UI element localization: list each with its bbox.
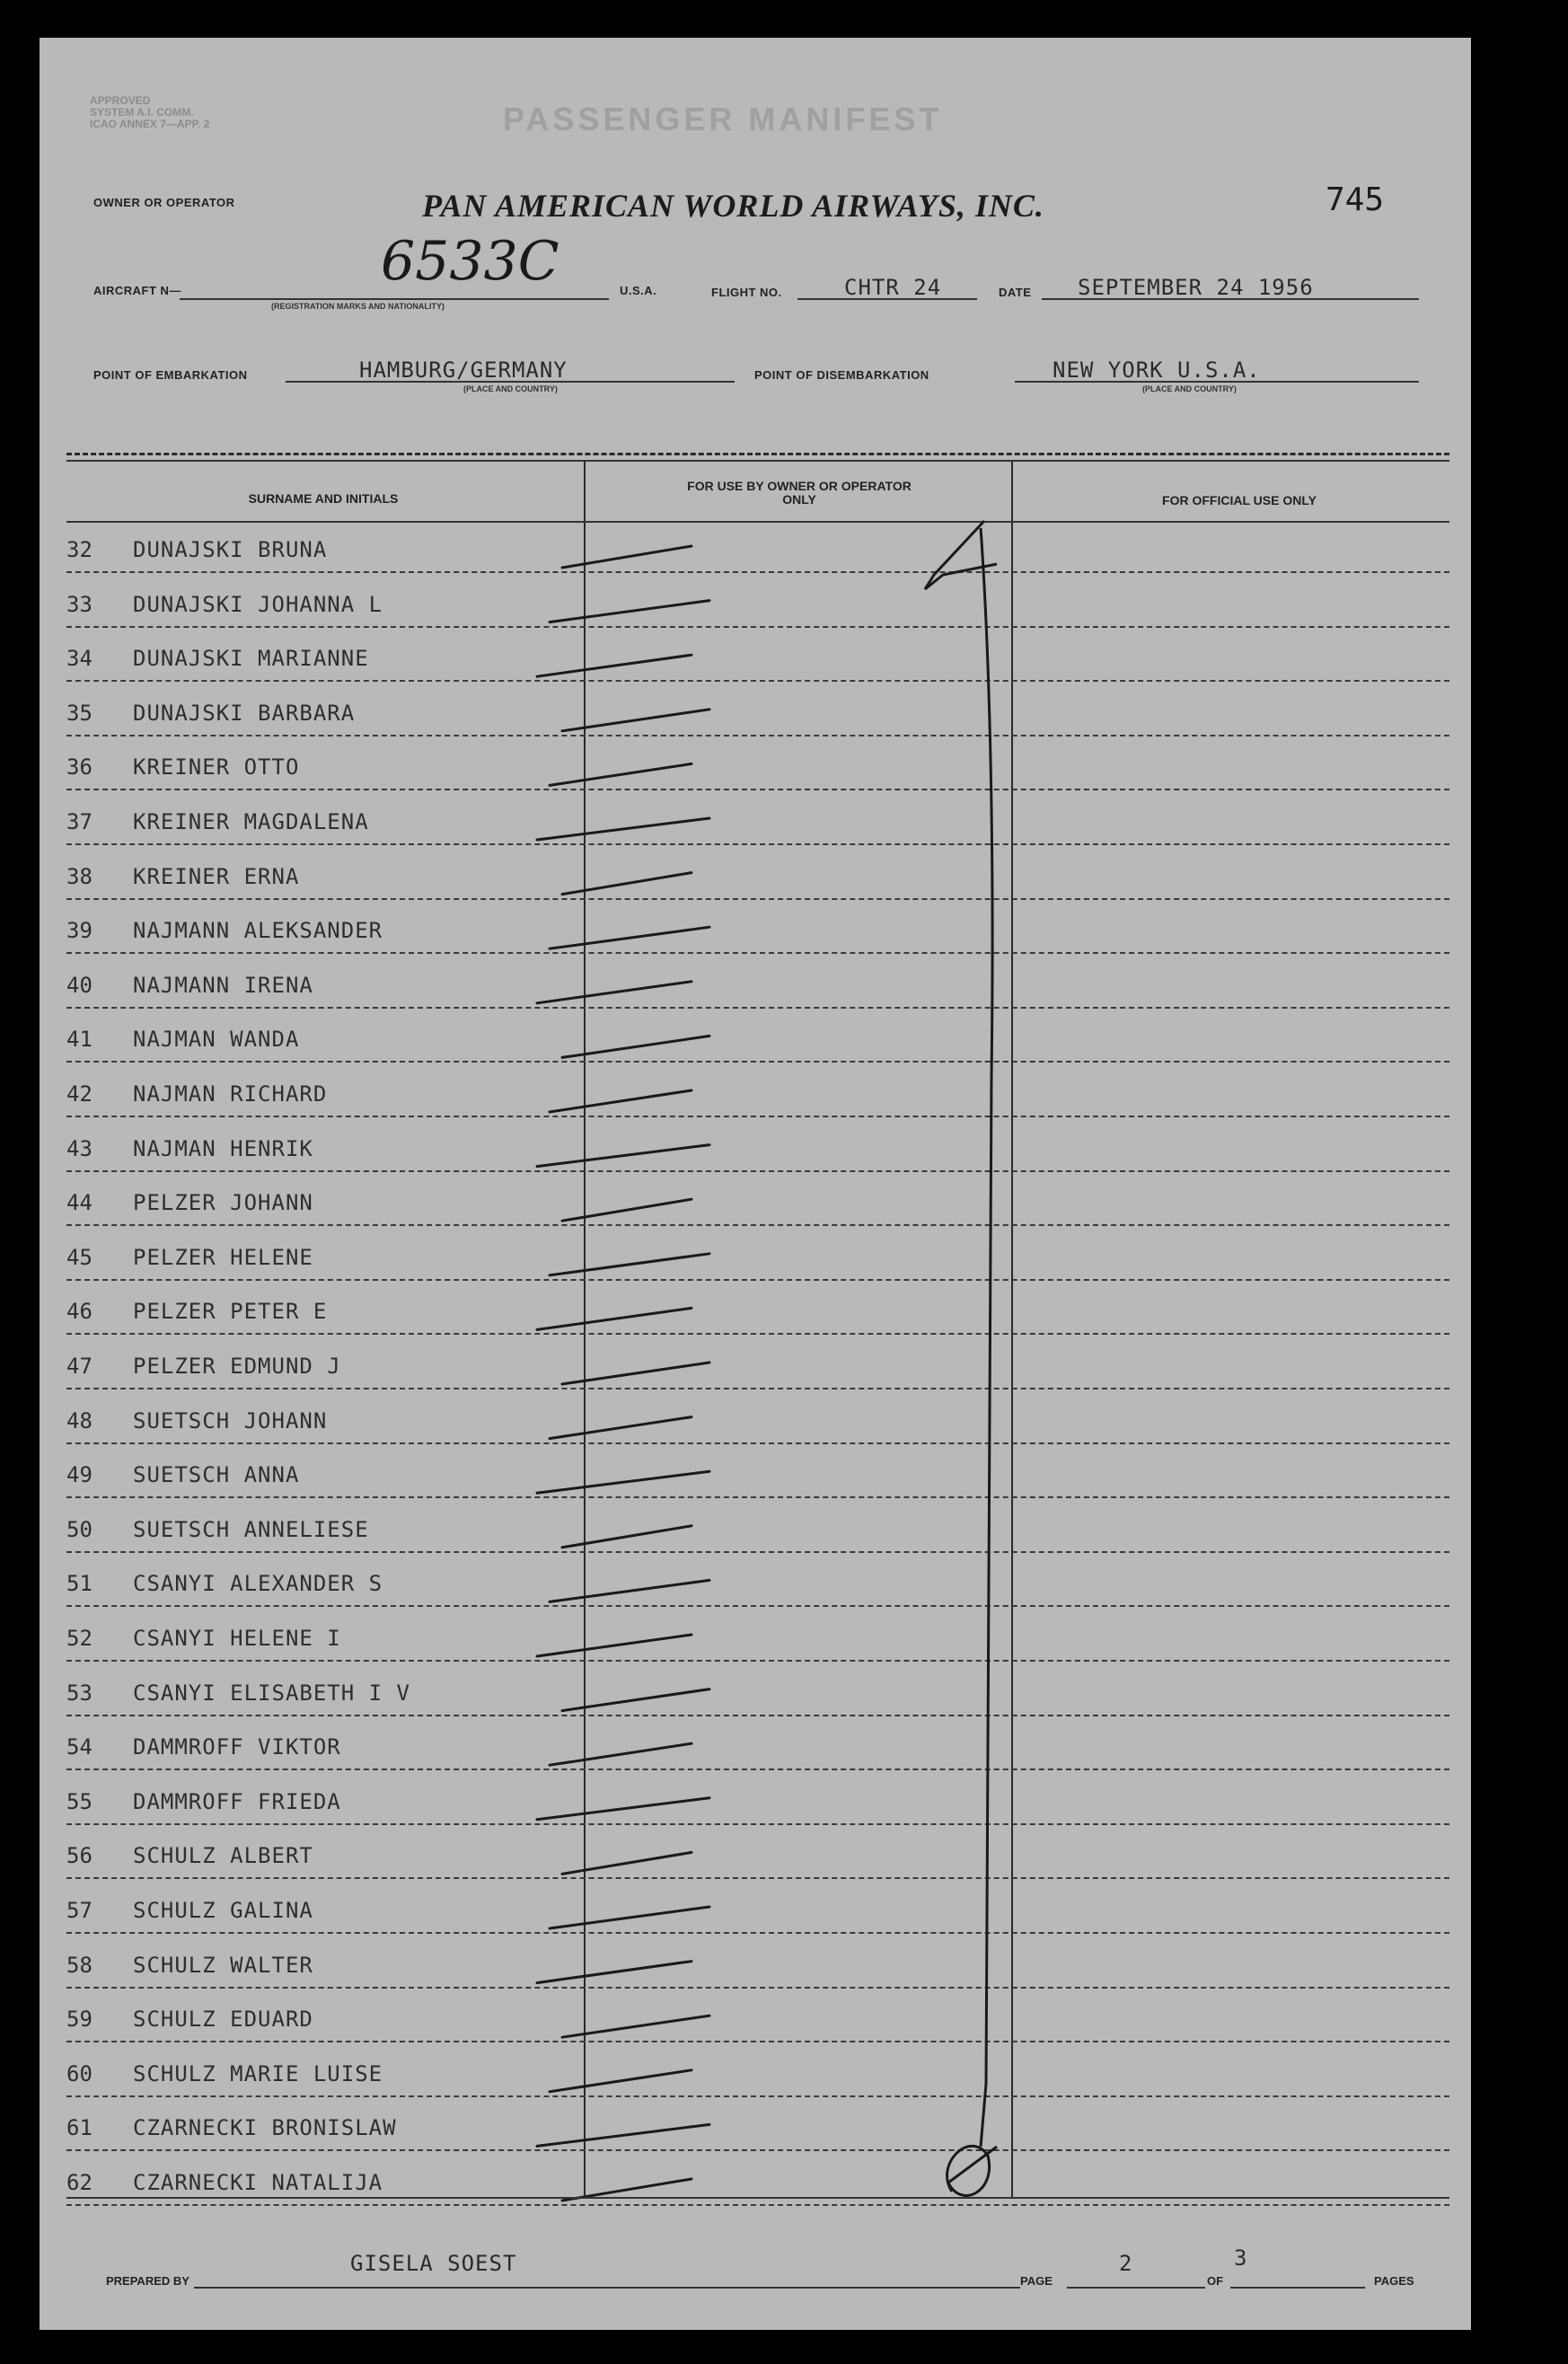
passenger-number: 49 [66,1462,92,1488]
tick-mark [537,1471,709,1493]
passenger-name: NAJMAN RICHARD [133,1081,328,1107]
passenger-name: CSANYI ALEXANDER S [133,1571,383,1597]
tick-mark [537,1798,709,1820]
embarkation-value: HAMBURG/GERMANY [359,357,568,383]
aircraft-value: 6533C [381,230,559,293]
page-label: PAGE [1020,2274,1053,2288]
tick-mark [562,1526,692,1548]
passenger-name: SCHULZ GALINA [133,1898,313,1923]
flight-label: FLIGHT NO. [711,286,782,299]
passenger-number: 60 [66,2060,92,2086]
passenger-name: NAJMAN WANDA [133,1027,300,1053]
passenger-number: 56 [66,1843,92,1869]
column-header-official-use: FOR OFFICIAL USE ONLY [1162,493,1317,507]
approval-line: ICAO ANNEX 7—APP. 2 [90,118,210,130]
approval-line: SYSTEM A.I. COMM. [90,106,194,119]
tick-mark [550,1417,692,1439]
tick-mark [562,710,709,731]
passenger-name: NAJMANN IRENA [133,972,313,998]
date-value: SEPTEMBER 24 1956 [1078,275,1314,300]
document-number: 745 [1326,181,1385,218]
tick-mark [550,2070,692,2092]
registration-caption: (REGISTRATION MARKS AND NATIONALITY) [271,302,445,311]
of-value: 3 [1234,2245,1248,2271]
passenger-number: 57 [66,1898,92,1923]
passenger-number: 58 [66,1952,92,1978]
passenger-name: DUNAJSKI JOHANNA L [133,591,383,617]
passenger-number: 43 [66,1135,92,1161]
passenger-number: 59 [66,2007,92,2033]
passenger-name: SUETSCH JOHANN [133,1407,328,1433]
passenger-number: 36 [66,754,92,781]
tick-mark [562,1199,692,1221]
passenger-name: DAMMROFF FRIEDA [133,1788,341,1814]
tick-mark [550,1090,692,1112]
passenger-number: 46 [66,1299,92,1325]
passenger-name: SCHULZ WALTER [133,1952,313,1978]
passenger-number: 54 [66,1734,92,1760]
tick-mark [562,1036,709,1057]
passenger-name: PELZER PETER E [133,1299,328,1325]
passenger-name: CZARNECKI NATALIJA [133,2170,383,2195]
passenger-number: 34 [66,646,92,672]
passenger-name: PELZER EDMUND J [133,1354,341,1379]
passenger-name: NAJMANN ALEKSANDER [133,918,383,944]
tick-mark [562,873,692,895]
vertical-check-line [981,528,992,2147]
tick-mark [562,1689,709,1711]
passenger-name: CSANYI HELENE I [133,1626,341,1651]
passenger-name: CSANYI ELISABETH I V [133,1680,410,1706]
tick-mark [550,1907,709,1928]
of-underline [1230,2287,1365,2289]
top-initial-mark [925,521,997,589]
tick-mark [537,1308,692,1329]
passenger-name: SCHULZ MARIE LUISE [133,2060,383,2086]
passenger-number: 50 [66,1516,92,1542]
passenger-name: DUNAJSKI MARIANNE [133,646,369,672]
passenger-name: SUETSCH ANNELIESE [133,1516,369,1542]
passenger-number: 45 [66,1244,92,1270]
tick-mark [562,546,692,568]
passenger-number: 37 [66,809,92,834]
tick-mark [537,1962,692,1983]
tick-mark [537,818,709,840]
passenger-name: PELZER HELENE [133,1244,313,1270]
tick-mark [562,2016,709,2037]
of-label: OF [1207,2274,1224,2288]
passenger-name: CZARNECKI BRONISLAW [133,2115,397,2141]
passenger-name: PELZER JOHANN [133,1190,313,1216]
passenger-number: 35 [66,700,92,726]
approval-line: APPROVED [90,94,151,107]
form-title: PASSENGER MANIFEST [503,101,943,137]
pages-label: PAGES [1374,2274,1414,2288]
owner-value: PAN AMERICAN WORLD AIRWAYS, INC. [422,188,1044,224]
column-header-owner-use: FOR USE BY OWNER OR OPERATOR ONLY [687,479,912,507]
usa-label: U.S.A. [620,284,657,297]
tick-mark [537,982,692,1003]
column-header-surname: SURNAME AND INITIALS [248,491,399,506]
passenger-number: 52 [66,1626,92,1651]
tick-mark [537,1635,692,1656]
passenger-name: DUNAJSKI BRUNA [133,537,328,562]
date-label: DATE [999,286,1032,299]
tick-mark [550,1743,692,1765]
tick-mark [550,763,692,785]
passenger-name: SUETSCH ANNA [133,1462,300,1488]
passenger-name: KREINER ERNA [133,863,300,889]
passenger-number: 42 [66,1081,92,1107]
passenger-number: 40 [66,972,92,998]
passenger-name: KREINER MAGDALENA [133,809,369,834]
passenger-number: 41 [66,1027,92,1053]
passenger-name: SCHULZ ALBERT [133,1843,313,1869]
aircraft-label: AIRCRAFT N— [93,284,181,297]
passenger-number: 62 [66,2170,92,2195]
page-underline [1067,2287,1205,2289]
prepared-by-value: GISELA SOEST [350,2251,517,2276]
passenger-number: 48 [66,1407,92,1433]
prepared-underline [194,2287,1020,2289]
tick-mark [537,655,692,676]
passenger-number: 55 [66,1788,92,1814]
disembarkation-value: NEW YORK U.S.A. [1053,357,1261,383]
embarkation-label: POINT OF EMBARKATION [93,368,248,382]
passenger-number: 44 [66,1190,92,1216]
passenger-name: DUNAJSKI BARBARA [133,700,356,726]
passenger-number: 53 [66,1680,92,1706]
table-bottom-rule [66,2197,1449,2199]
passenger-name: SCHULZ EDUARD [133,2007,313,2033]
disembarkation-label: POINT OF DISEMBARKATION [754,368,929,382]
tick-mark [562,1852,692,1874]
passenger-number: 61 [66,2115,92,2141]
bottom-initial-mark [947,2146,997,2195]
tick-mark [550,1254,709,1275]
tick-mark [550,927,709,948]
prepared-by-label: PREPARED BY [106,2274,189,2288]
passenger-number: 32 [66,537,92,562]
passenger-number: 39 [66,918,92,944]
passenger-name: KREINER OTTO [133,754,300,781]
disembarkation-caption: (PLACE AND COUNTRY) [1142,384,1237,393]
tick-mark [562,1363,709,1384]
tick-mark [537,1145,709,1167]
tick-mark [550,1580,709,1601]
passenger-name: DAMMROFF VIKTOR [133,1734,341,1760]
owner-label: OWNER OR OPERATOR [93,196,235,209]
passenger-number: 38 [66,863,92,889]
tick-mark [550,601,709,622]
passenger-name: NAJMAN HENRIK [133,1135,313,1161]
passenger-number: 33 [66,591,92,617]
passenger-number: 47 [66,1354,92,1379]
passenger-number: 51 [66,1571,92,1597]
page-value: 2 [1119,2251,1133,2276]
flight-value: CHTR 24 [844,275,942,300]
embarkation-caption: (PLACE AND COUNTRY) [463,384,558,393]
tick-mark [537,2124,709,2146]
